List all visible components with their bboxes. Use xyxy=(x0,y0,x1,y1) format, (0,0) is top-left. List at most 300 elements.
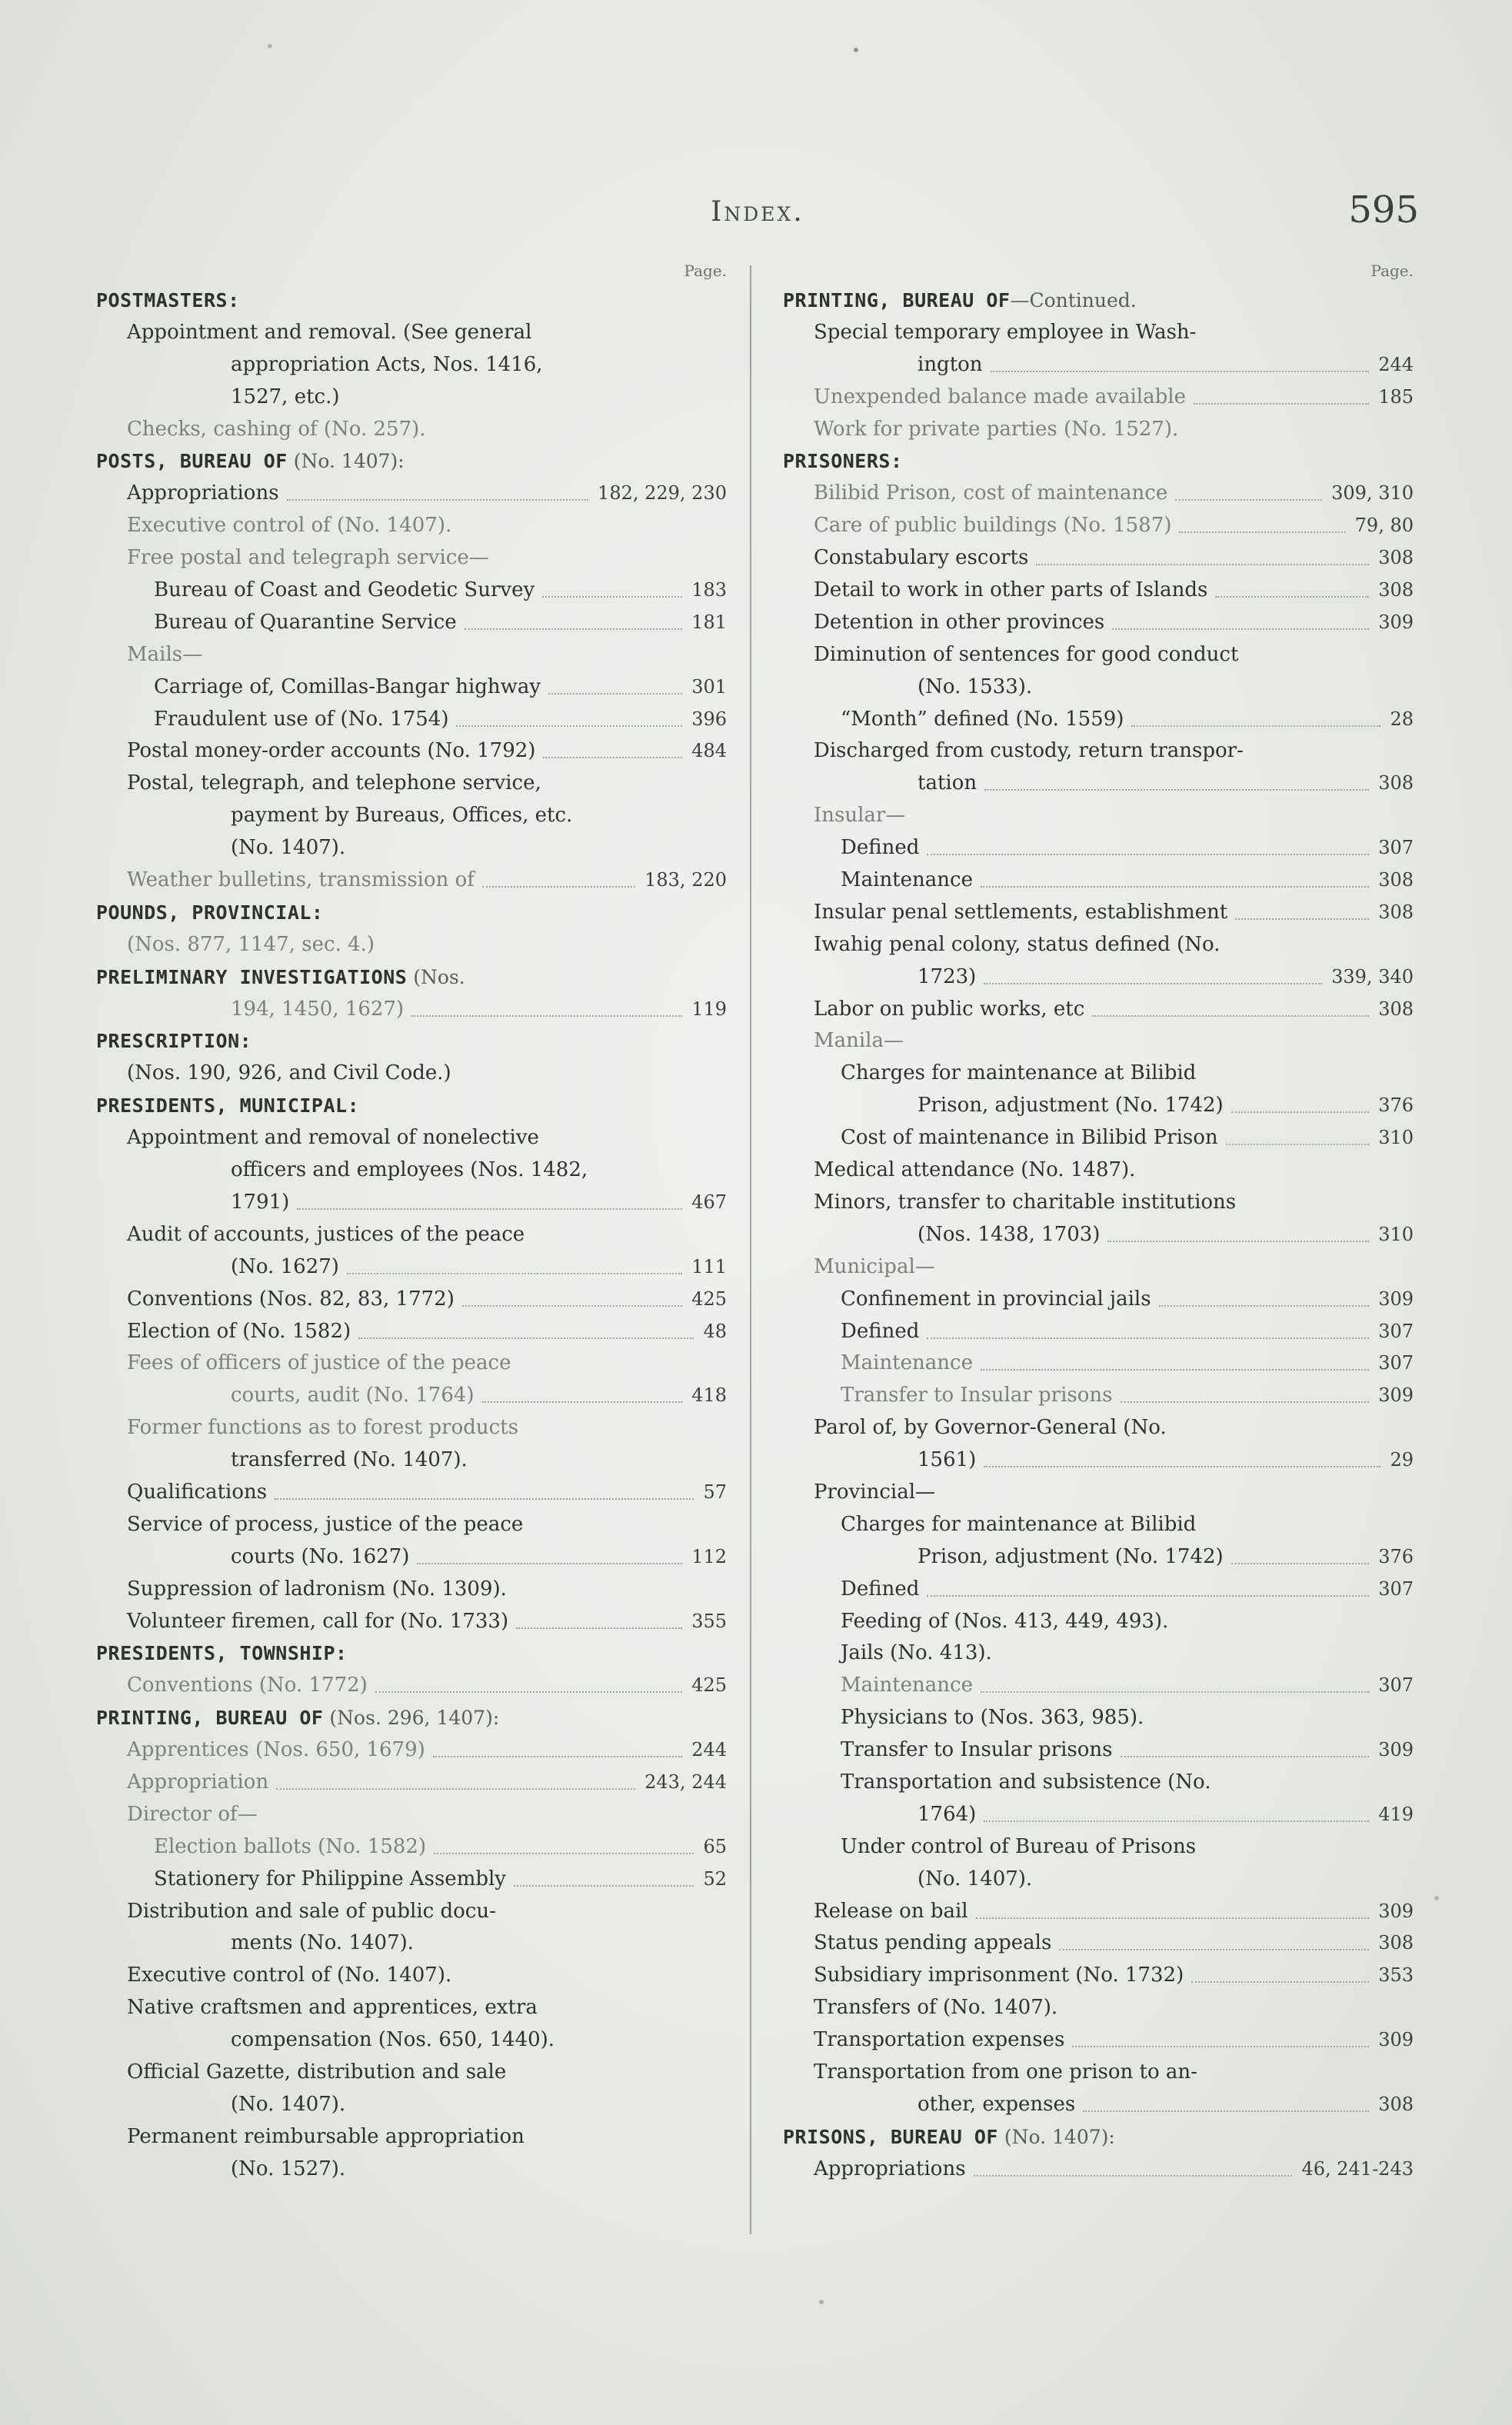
scan-speck xyxy=(854,48,858,52)
entry-text: Postal, telegraph, and telephone service, xyxy=(127,771,541,795)
index-entry xyxy=(96,704,727,736)
index-entry xyxy=(783,1122,1414,1154)
entry-text: Parol of, by Governor-General (No. xyxy=(814,1416,1167,1440)
entry-text: Suppression of ladronism (No. 1309). xyxy=(127,1577,507,1601)
entry-text: (No. 1407). xyxy=(231,836,346,860)
leader-dots xyxy=(1072,2044,1369,2047)
index-entry xyxy=(783,414,1414,446)
leader-dots xyxy=(976,1916,1369,1919)
leader-dots xyxy=(417,1561,682,1564)
leader-dots xyxy=(927,852,1369,855)
page-number: 595 xyxy=(1348,188,1419,232)
index-entry xyxy=(783,317,1414,349)
entry-text: Detention in other provinces xyxy=(814,610,1105,634)
entry-text: Diminution of sentences for good conduct xyxy=(814,642,1239,666)
entry-text: Release on bail xyxy=(814,1899,968,1923)
leader-dots xyxy=(482,1400,682,1403)
index-entry xyxy=(783,768,1414,800)
page-reference: 307 xyxy=(1378,1577,1414,1600)
page-reference: 307 xyxy=(1378,837,1414,859)
index-entry xyxy=(783,1025,1414,1058)
leader-dots xyxy=(1231,1561,1369,1564)
entry-text: Subsidiary imprisonment (No. 1732) xyxy=(814,1964,1184,1987)
heading-reference: (No. 1407): xyxy=(287,450,405,473)
index-entry xyxy=(96,1509,727,1541)
entry-text: Bureau of Coast and Geodetic Survey xyxy=(154,578,535,602)
entry-text: Municipal— xyxy=(814,1254,935,1278)
entry-text: Cost of maintenance in Bilibid Prison xyxy=(841,1126,1218,1150)
entry-text: Prison, adjustment (No. 1742) xyxy=(918,1094,1224,1118)
leader-dots xyxy=(287,498,588,501)
index-entry xyxy=(783,2057,1414,2089)
index-entry xyxy=(96,864,727,897)
index-entry xyxy=(96,1767,727,1799)
index-heading xyxy=(783,445,1414,478)
page-reference: 183, 220 xyxy=(644,869,727,891)
entry-text: Free postal and telegraph service— xyxy=(127,546,489,570)
index-entry xyxy=(783,1509,1414,1541)
entry-text: Iwahig penal colony, status defined (No. xyxy=(814,932,1221,956)
index-entry xyxy=(96,2057,727,2089)
leader-dots xyxy=(981,884,1369,888)
index-heading xyxy=(96,1090,727,1122)
index-entry xyxy=(783,1637,1414,1670)
entry-text: 1791) xyxy=(231,1190,290,1214)
index-entry xyxy=(96,1799,727,1831)
heading-text: PRINTING, BUREAU OF—Continued. xyxy=(783,289,1137,311)
page-reference: 310 xyxy=(1378,1127,1414,1149)
index-entry xyxy=(783,1864,1414,1896)
entry-text: “Month” defined (No. 1559) xyxy=(841,707,1124,731)
index-entry xyxy=(96,735,727,768)
entry-text: (Nos. 877, 1147, sec. 4.) xyxy=(127,932,375,956)
index-heading xyxy=(96,1702,727,1734)
entry-text: Executive control of (No. 1407). xyxy=(127,514,452,538)
index-entry xyxy=(783,1090,1414,1122)
page-reference: 467 xyxy=(691,1191,727,1213)
entry-text: Appropriation xyxy=(127,1770,269,1794)
index-entry xyxy=(96,2154,727,2186)
page-reference: 244 xyxy=(1378,353,1414,375)
index-entry xyxy=(783,607,1414,639)
page-reference: 183 xyxy=(691,579,727,601)
index-entry xyxy=(96,1058,727,1090)
page-reference: 112 xyxy=(691,1545,727,1567)
index-entry xyxy=(96,317,727,349)
leader-dots xyxy=(927,1336,1369,1339)
leader-dots xyxy=(974,2174,1292,2177)
heading-text: PRISONS, BUREAU OF (No. 1407): xyxy=(783,2125,1115,2148)
leader-dots xyxy=(434,1851,694,1854)
index-entry xyxy=(96,1927,727,1960)
index-entry xyxy=(783,1927,1414,1960)
page-reference: 376 xyxy=(1378,1094,1414,1117)
heading-text: POUNDS, PROVINCIAL: xyxy=(96,901,324,924)
index-entry xyxy=(783,1831,1414,1864)
index-heading xyxy=(783,285,1414,317)
page-reference: 308 xyxy=(1378,2093,1414,2115)
page-reference: 339, 340 xyxy=(1331,965,1414,988)
leader-dots xyxy=(1059,1947,1369,1950)
entry-text: Executive control of (No. 1407). xyxy=(127,1964,452,1987)
entry-text: ments (No. 1407). xyxy=(231,1931,415,1955)
entry-text: Appointment and removal. (See general xyxy=(127,320,532,344)
entry-text: Native craftsmen and apprentices, extra xyxy=(127,1996,538,2020)
index-entry xyxy=(783,1960,1414,1992)
index-entry xyxy=(783,1574,1414,1606)
entry-text: Jails (No. 413). xyxy=(841,1641,992,1665)
page-reference: 308 xyxy=(1378,579,1414,601)
entry-text: Volunteer firemen, call for (No. 1733) xyxy=(127,1609,509,1633)
heading-reference: (Nos. xyxy=(407,965,465,988)
entry-text: Physicians to (Nos. 363, 985). xyxy=(841,1706,1144,1730)
page-reference: 29 xyxy=(1390,1449,1414,1471)
index-entry xyxy=(783,2024,1414,2057)
entry-text: 1527, etc.) xyxy=(231,385,340,408)
entry-text: Weather bulletins, transmission of xyxy=(127,868,475,892)
leader-dots xyxy=(984,1819,1369,1822)
entry-text: Insular penal settlements, establishment xyxy=(814,900,1228,924)
entry-text: Transfer to Insular prisons xyxy=(841,1738,1113,1762)
page-reference: 307 xyxy=(1378,1352,1414,1374)
entry-text: transferred (No. 1407). xyxy=(231,1448,468,1472)
entry-text: Carriage of, Comillas-Bangar highway xyxy=(154,675,541,698)
entry-text: Bilibid Prison, cost of maintenance xyxy=(814,481,1168,505)
entry-text: Special temporary employee in Wash- xyxy=(814,320,1197,344)
leader-dots xyxy=(276,1787,635,1790)
leader-dots xyxy=(465,627,682,630)
page-reference: 181 xyxy=(691,611,727,633)
index-entry xyxy=(783,704,1414,736)
page-reference: 309, 310 xyxy=(1331,482,1414,505)
entry-text: (No. 1407). xyxy=(231,2092,346,2116)
entry-text: compensation (Nos. 650, 1440). xyxy=(231,2028,555,2052)
right-index-column xyxy=(783,261,1414,2186)
leader-dots xyxy=(1175,498,1322,501)
index-entry xyxy=(783,1187,1414,1219)
leader-dots xyxy=(1226,1142,1369,1145)
page-reference: 308 xyxy=(1378,772,1414,794)
entry-text: payment by Bureaus, Offices, etc. xyxy=(231,804,573,828)
index-entry xyxy=(96,1734,727,1767)
index-entry xyxy=(96,1670,727,1702)
index-entry xyxy=(96,1187,727,1219)
scan-speck xyxy=(268,44,272,48)
index-entry xyxy=(96,1412,727,1444)
entry-text: Official Gazette, distribution and sale xyxy=(127,2060,507,2084)
index-entry xyxy=(783,478,1414,510)
index-entry xyxy=(783,1444,1414,1477)
index-entry xyxy=(96,575,727,607)
page-reference: 243, 244 xyxy=(644,1770,727,1793)
leader-dots xyxy=(358,1336,694,1339)
page-reference: 396 xyxy=(691,708,727,730)
leader-dots xyxy=(1121,1754,1369,1757)
page-column-label: Page. xyxy=(1370,261,1414,280)
entry-text: Audit of accounts, justices of the peace xyxy=(127,1222,525,1246)
page-reference: 308 xyxy=(1378,901,1414,923)
entry-text: Constabulary escorts xyxy=(814,546,1029,570)
entry-text: Appointment and removal of nonelective xyxy=(127,1126,539,1150)
entry-text: Transportation from one prison to an- xyxy=(814,2060,1197,2084)
entry-text: (Nos. 190, 926, and Civil Code.) xyxy=(127,1061,451,1085)
entry-text: Election of (No. 1582) xyxy=(127,1319,351,1343)
index-heading xyxy=(96,1025,727,1058)
entry-text: (No. 1533). xyxy=(918,675,1033,698)
index-entry xyxy=(783,1896,1414,1928)
entry-text: Defined xyxy=(841,1577,920,1601)
entry-text: Confinement in provincial jails xyxy=(841,1287,1151,1311)
entry-text: Manila— xyxy=(814,1029,904,1053)
page-reference: 310 xyxy=(1378,1223,1414,1245)
index-entry xyxy=(96,414,727,446)
page-reference: 308 xyxy=(1378,547,1414,569)
entry-text: Maintenance xyxy=(841,1351,973,1375)
index-entry xyxy=(96,639,727,671)
entry-text: Transportation expenses xyxy=(814,2028,1065,2052)
entry-text: Checks, cashing of (No. 257). xyxy=(127,417,426,441)
page-reference: 419 xyxy=(1378,1803,1414,1825)
entry-text: Work for private parties (No. 1527). xyxy=(814,417,1179,441)
entry-text: Transfers of (No. 1407). xyxy=(814,1996,1058,2020)
heading-text: POSTMASTERS: xyxy=(96,289,240,311)
index-entry xyxy=(96,381,727,414)
leader-dots xyxy=(1231,1110,1369,1113)
entry-text: Permanent reimbursable appropriation xyxy=(127,2124,525,2148)
page-reference: 182, 229, 230 xyxy=(598,482,727,505)
entry-text: 1561) xyxy=(918,1448,977,1472)
index-entry xyxy=(96,1960,727,1992)
index-entry xyxy=(96,607,727,639)
index-entry xyxy=(96,1896,727,1928)
leader-dots xyxy=(1092,1014,1369,1017)
leader-dots xyxy=(1191,1980,1369,1983)
leader-dots xyxy=(1112,627,1369,630)
leader-dots xyxy=(1194,401,1369,405)
index-entry xyxy=(96,1574,727,1606)
entry-text: Provincial— xyxy=(814,1480,936,1504)
leader-dots xyxy=(1036,562,1369,565)
index-entry xyxy=(783,994,1414,1026)
index-heading xyxy=(96,1637,727,1670)
page-reference: 309 xyxy=(1378,1287,1414,1310)
page-reference: 65 xyxy=(703,1835,727,1857)
index-entry xyxy=(96,768,727,800)
leader-dots xyxy=(981,1690,1369,1693)
heading-text: PRISONERS: xyxy=(783,450,903,473)
page-reference: 46, 241-243 xyxy=(1301,2157,1414,2180)
entry-text: Appropriations xyxy=(814,2157,966,2180)
index-entry xyxy=(783,1477,1414,1509)
index-entry xyxy=(96,1444,727,1477)
entry-text: officers and employees (Nos. 1482, xyxy=(231,1158,588,1182)
page-header xyxy=(96,188,1419,242)
leader-dots xyxy=(1107,1239,1369,1242)
index-entry xyxy=(783,1541,1414,1574)
entry-text: appropriation Acts, Nos. 1416, xyxy=(231,352,543,376)
entry-text: Feeding of (Nos. 413, 449, 493). xyxy=(841,1609,1169,1633)
index-entry xyxy=(783,575,1414,607)
leader-dots xyxy=(984,788,1369,791)
page-reference: 244 xyxy=(691,1739,727,1761)
entry-text: (No. 1527). xyxy=(231,2157,346,2180)
page-reference: 119 xyxy=(691,998,727,1020)
index-entry xyxy=(96,510,727,542)
entry-text: Under control of Bureau of Prisons xyxy=(841,1834,1197,1858)
heading-text: PRELIMINARY INVESTIGATIONS (Nos. xyxy=(96,965,465,988)
index-entry xyxy=(96,994,727,1026)
entry-text: Unexpended balance made available xyxy=(814,385,1186,408)
leader-dots xyxy=(548,691,682,695)
page-reference: 301 xyxy=(691,675,727,698)
page-column-label: Page. xyxy=(684,261,727,280)
leader-dots xyxy=(516,1626,682,1629)
entry-text: Defined xyxy=(841,836,920,860)
index-entry xyxy=(783,2089,1414,2121)
page-reference: 309 xyxy=(1378,2029,1414,2051)
entry-text: Charges for maintenance at Bilibid xyxy=(841,1061,1197,1085)
entry-text: Labor on public works, etc xyxy=(814,997,1085,1021)
index-entry xyxy=(96,929,727,961)
index-entry xyxy=(783,897,1414,929)
heading-text: PRINTING, BUREAU OF (Nos. 296, 1407): xyxy=(96,1707,500,1730)
entry-text: Election ballots (No. 1582) xyxy=(154,1834,427,1858)
index-entry xyxy=(96,1219,727,1251)
index-entry xyxy=(783,1734,1414,1767)
leader-dots xyxy=(1121,1400,1369,1403)
index-entry xyxy=(783,961,1414,994)
entry-text: Postal money-order accounts (No. 1792) xyxy=(127,739,536,763)
entry-text: Transfer to Insular prisons xyxy=(841,1384,1113,1407)
page-reference: 425 xyxy=(691,1674,727,1697)
index-entry xyxy=(96,1347,727,1380)
leader-dots xyxy=(433,1754,682,1757)
index-entry xyxy=(783,832,1414,864)
heading-text: PRESIDENTS, MUNICIPAL: xyxy=(96,1094,360,1118)
entry-text: Medical attendance (No. 1487). xyxy=(814,1158,1136,1182)
index-entry xyxy=(783,1154,1414,1187)
index-entry xyxy=(783,800,1414,832)
entry-text: Distribution and sale of public docu- xyxy=(127,1899,496,1923)
entry-text: Maintenance xyxy=(841,1674,973,1697)
leader-dots xyxy=(482,884,635,888)
index-entry xyxy=(96,1541,727,1574)
leader-dots xyxy=(1131,724,1380,727)
entry-text: 1764) xyxy=(918,1802,977,1826)
page-reference: 307 xyxy=(1378,1674,1414,1697)
leader-dots xyxy=(543,755,682,758)
heading-reference: —Continued. xyxy=(1010,289,1137,311)
leader-dots xyxy=(927,1594,1369,1597)
index-entry xyxy=(96,1992,727,2024)
index-entry xyxy=(783,735,1414,768)
leader-dots xyxy=(984,1464,1380,1467)
page-reference: 425 xyxy=(691,1287,727,1310)
entry-text: courts (No. 1627) xyxy=(231,1544,410,1568)
index-heading xyxy=(96,445,727,478)
column-divider xyxy=(750,265,751,2234)
index-entry xyxy=(96,800,727,832)
entry-text: (Nos. 1438, 1703) xyxy=(918,1222,1101,1246)
index-heading xyxy=(783,2121,1414,2154)
entry-text: 194, 1450, 1627) xyxy=(231,997,405,1021)
page-reference: 484 xyxy=(691,740,727,762)
left-index-column xyxy=(96,261,727,2186)
index-entry xyxy=(96,2089,727,2121)
index-entry xyxy=(96,1477,727,1509)
index-entry xyxy=(783,929,1414,961)
leader-dots xyxy=(1215,595,1369,598)
page-reference: 48 xyxy=(703,1320,727,1342)
entry-text: Transportation and subsistence (No. xyxy=(841,1770,1211,1794)
leader-dots xyxy=(462,1304,682,1307)
leader-dots xyxy=(411,1014,682,1017)
index-entry xyxy=(96,1380,727,1412)
index-entry xyxy=(783,1284,1414,1316)
entry-text: (No. 1407). xyxy=(918,1867,1033,1890)
running-title: Index. xyxy=(711,196,804,228)
page-reference: 376 xyxy=(1378,1545,1414,1567)
leader-dots xyxy=(347,1271,682,1274)
entry-text: Insular— xyxy=(814,804,906,828)
entry-text: Bureau of Quarantine Service xyxy=(154,610,457,634)
page-reference: 111 xyxy=(691,1255,727,1277)
index-entry xyxy=(96,349,727,381)
index-entry xyxy=(96,1154,727,1187)
index-entry xyxy=(783,510,1414,542)
page-reference: 309 xyxy=(1378,1384,1414,1407)
entry-text: Appropriations xyxy=(127,481,279,505)
entry-text: Detail to work in other parts of Islands xyxy=(814,578,1208,602)
leader-dots xyxy=(981,1367,1369,1371)
leader-dots xyxy=(375,1690,682,1693)
page-reference: 353 xyxy=(1378,1964,1414,1987)
page-reference: 28 xyxy=(1390,708,1414,730)
index-entry xyxy=(96,542,727,575)
entry-text: ington xyxy=(918,352,983,376)
entry-text: other, expenses xyxy=(918,2092,1076,2116)
entry-text: 1723) xyxy=(918,964,977,988)
leader-dots xyxy=(514,1884,694,1887)
index-entry xyxy=(783,2154,1414,2186)
entry-text: Fees of officers of justice of the peace xyxy=(127,1351,511,1375)
index-entry xyxy=(783,1316,1414,1348)
index-entry xyxy=(96,1284,727,1316)
index-entry xyxy=(96,2121,727,2154)
entry-text: Service of process, justice of the peace xyxy=(127,1512,524,1536)
heading-text: POSTS, BUREAU OF (No. 1407): xyxy=(96,450,405,473)
leader-dots xyxy=(456,724,682,727)
entry-text: Discharged from custody, return transpor- xyxy=(814,739,1244,763)
entry-text: Maintenance xyxy=(841,868,973,892)
index-entry xyxy=(96,1606,727,1638)
index-entry xyxy=(783,1347,1414,1380)
entry-text: tation xyxy=(918,771,977,795)
index-entry xyxy=(96,1831,727,1864)
index-entry xyxy=(96,1251,727,1284)
entry-text: Fraudulent use of (No. 1754) xyxy=(154,707,449,731)
entry-text: Mails— xyxy=(127,642,203,666)
entry-text: Conventions (Nos. 82, 83, 1772) xyxy=(127,1287,455,1311)
index-entry xyxy=(96,1864,727,1896)
entry-text: courts, audit (No. 1764) xyxy=(231,1384,475,1407)
page-reference: 355 xyxy=(691,1610,727,1632)
scan-speck xyxy=(1434,1896,1439,1900)
entry-text: Care of public buildings (No. 1587) xyxy=(814,514,1172,538)
leader-dots xyxy=(542,595,682,598)
leader-dots xyxy=(1179,530,1346,533)
entry-text: Defined xyxy=(841,1319,920,1343)
